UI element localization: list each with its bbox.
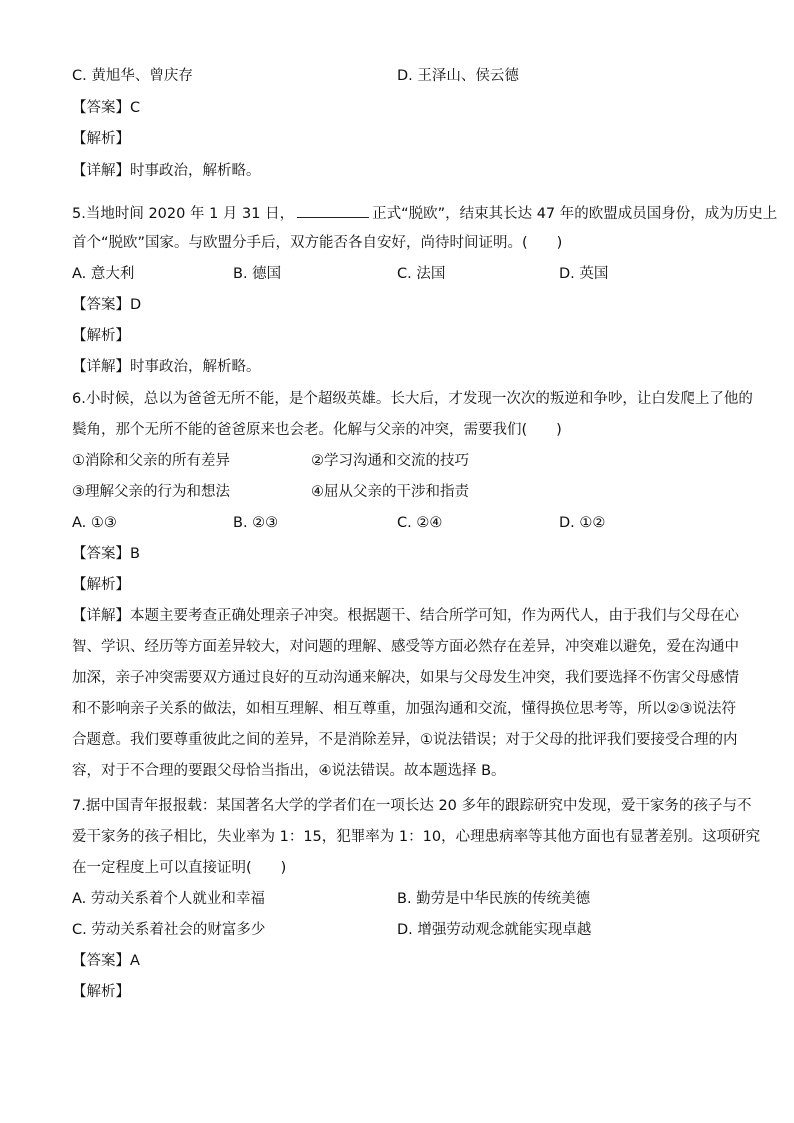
answer-tag: 【 答案 】 bbox=[72, 100, 130, 116]
detail-tag: 【 详解 】 bbox=[72, 359, 130, 375]
q5-analysis-tag: 【 解析 】 bbox=[72, 326, 130, 346]
detail-text: 时事政治，解析略。 bbox=[130, 163, 261, 179]
detail-tag: 【 详解 】 bbox=[72, 608, 130, 624]
detail-tag: 【 详解 】 bbox=[72, 163, 130, 179]
q6-option-a: A. ①③ bbox=[72, 515, 117, 531]
q6-item-4: ④屈从父亲的干涉和指责 bbox=[311, 484, 469, 500]
q4-option-c: C. 黄旭华、曾庆存 bbox=[72, 68, 193, 84]
q7-stem-line2: 爱干家务的孩子相比，失业率为 1：15，犯罪率为 1：10，心理患病率等其他方面也有显著差别。这项研究 bbox=[72, 829, 761, 845]
q5-option-c: C. 法国 bbox=[397, 266, 446, 282]
answer-tag: 【 答案 】 bbox=[72, 297, 130, 313]
q6-option-d: D. ①② bbox=[559, 515, 606, 531]
q4-detail bbox=[72, 161, 261, 181]
q7-option-c: C. 劳动关系着社会的财富多少 bbox=[72, 922, 266, 938]
q6-item-1: ①消除和父亲的所有差异 bbox=[72, 453, 230, 469]
q4-analysis-tag: 【 解析 】 bbox=[72, 129, 130, 149]
q6-answer bbox=[72, 544, 140, 564]
answer-value: C bbox=[130, 100, 141, 116]
q7-stem-line3: 在一定程度上可以直接证明( ) bbox=[72, 860, 287, 876]
q7-stem-line1: 7.据中国青年报报载：某国著名大学的学者们在一项长达 20 多年的跟踪研究中发现，爱干家务的孩子与不 bbox=[72, 798, 752, 814]
q7-answer bbox=[72, 951, 140, 971]
q6-detail-line3: 加深，亲子冲突需要双方通过良好的互动沟通来解决，如果与父母发生冲突，我们要选择不伤害父母感情 bbox=[72, 670, 739, 686]
q5-answer bbox=[72, 295, 141, 315]
answer-value: A bbox=[130, 953, 140, 969]
q6-detail-line2: 智、学识、经历等方面差异较大，对问题的理解、感受等方面必然存在差异，冲突难以避免，爱在沟通中 bbox=[72, 639, 739, 655]
q6-detail-line1 bbox=[72, 606, 739, 626]
answer-value: D bbox=[130, 297, 142, 313]
detail-text: 本题主要考查正确处理亲子冲突。根据题干、结合所学可知，作为两代人，由于我们与父母在心 bbox=[130, 608, 739, 624]
q6-stem-line2: 鬓角，那个无所不能的爸爸原来也会老。化解与父亲的冲突，需要我们( ) bbox=[72, 422, 562, 438]
q7-option-d: D. 增强劳动观念就能实现卓越 bbox=[397, 922, 592, 938]
q6-stem-line1: 6.小时候，总以为爸爸无所不能，是个超级英雄。长大后，才发现一次次的叛逆和争吵，让白发爬上了他的 bbox=[72, 391, 753, 407]
q7-analysis-tag: 【 解析 】 bbox=[72, 982, 130, 1002]
q5-stem-line2: 首个“脱欧”国家。与欧盟分手后，双方能否各自安好，尚待时间证明。( ) bbox=[72, 235, 563, 251]
q6-option-c: C. ②④ bbox=[397, 515, 443, 531]
q5-detail bbox=[72, 357, 261, 377]
q7-option-b: B. 勤劳是中华民族的传统美德 bbox=[397, 891, 591, 907]
q5-stem-part1: 5.当地时间 2020 年 1 月 31 日， bbox=[72, 206, 295, 222]
q6-item-3: ③理解父亲的行为和想法 bbox=[72, 484, 230, 500]
q5-stem-line1 bbox=[72, 203, 777, 224]
answer-value: B bbox=[130, 546, 140, 562]
q4-option-d: D. 王泽山、侯云德 bbox=[397, 68, 519, 84]
q7-option-a: A. 劳动关系着个人就业和幸福 bbox=[72, 891, 265, 907]
answer-tag: 【 答案 】 bbox=[72, 546, 130, 562]
detail-text: 时事政治，解析略。 bbox=[130, 359, 261, 375]
fill-in-blank bbox=[297, 203, 369, 218]
q5-option-a: A. 意大利 bbox=[72, 266, 135, 282]
q6-detail-line4: 和不影响亲子关系的做法，如相互理解、相互尊重，加强沟通和交流，懂得换位思考等，所以②③说法符 bbox=[72, 701, 736, 717]
q5-option-b: B. 德国 bbox=[233, 266, 282, 282]
q5-stem-part2: 正式“脱欧”，结束其长达 47 年的欧盟成员国身份，成为历史上 bbox=[372, 206, 778, 222]
q5-option-d: D. 英国 bbox=[559, 266, 609, 282]
q6-option-b: B. ②③ bbox=[233, 515, 279, 531]
q6-detail-line6: 容，对于不合理的要跟父母恰当指出，④说法错误。故本题选择 B。 bbox=[72, 763, 506, 779]
q6-detail-line5: 合题意。我们要尊重彼此之间的差异，不是消除差异，①说法错误；对于父母的批评我们要接受合理的内 bbox=[72, 732, 738, 748]
q6-analysis-tag: 【 解析 】 bbox=[72, 575, 130, 595]
q4-answer bbox=[72, 98, 140, 118]
answer-tag: 【 答案 】 bbox=[72, 953, 130, 969]
q6-item-2: ②学习沟通和交流的技巧 bbox=[311, 453, 469, 469]
